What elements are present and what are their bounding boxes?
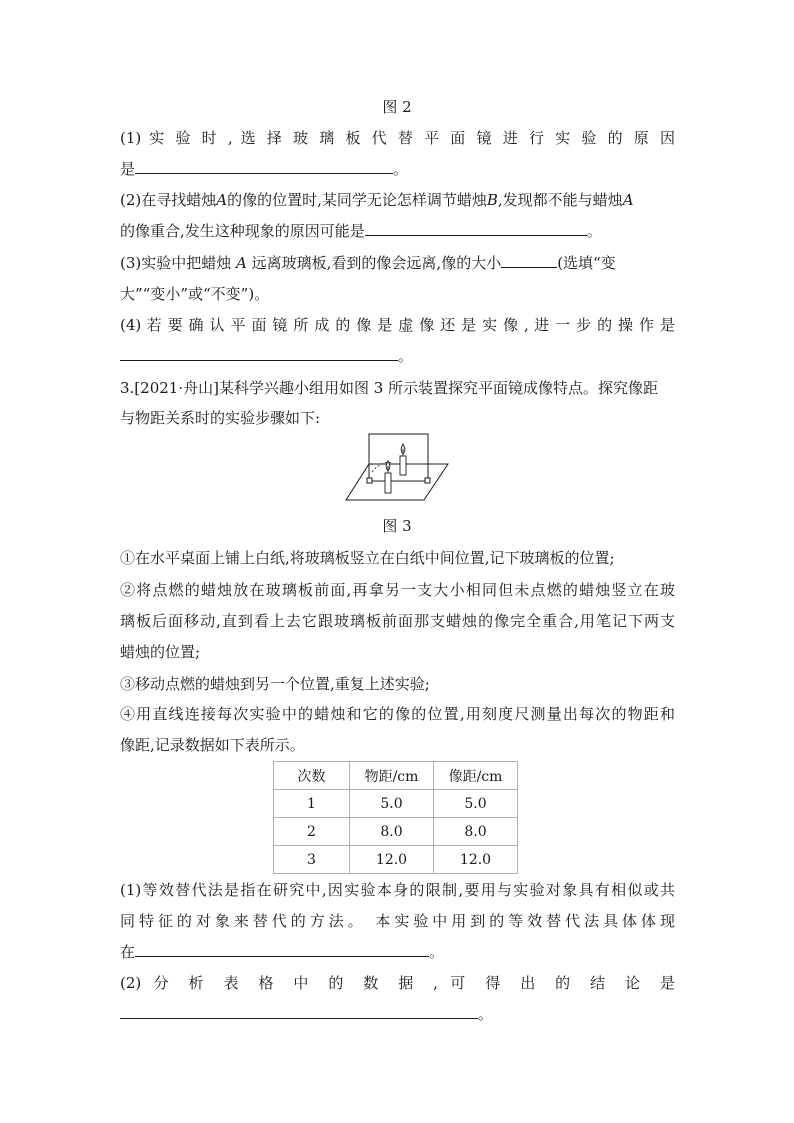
q2-part4-end: 。: [398, 347, 414, 365]
q2-part1-answer-blank[interactable]: [135, 159, 393, 174]
q2-part4-answer-blank[interactable]: [120, 346, 398, 361]
q2-part1-line1: (1) 实 验 时 , 选 择 玻 璃 板 代 替 平 面 镜 进 行 实 验 的 原 因: [120, 129, 675, 147]
q3-part2-answer-blank[interactable]: [120, 1004, 478, 1019]
table-header-cell: 次数: [274, 762, 350, 790]
q2-part4-line1: (4) 若 要 确 认 平 面 镜 所 成 的 像 是 虚 像 还 是 实 像 , 进 一 步 的 操 作 是: [120, 316, 675, 334]
q3-part2-line1: (2) 分 析 表 格 中 的 数 据 , 可 得 出 的 结 论 是: [120, 974, 675, 992]
table-header-cell: 像距/cm: [434, 762, 518, 790]
table-cell: 3: [274, 846, 350, 874]
q3-part1-end: 。: [429, 943, 445, 961]
q3-part1-answer-blank[interactable]: [135, 942, 429, 957]
table-cell: 2: [274, 818, 350, 846]
q2-part2-line2: [120, 221, 675, 241]
table-cell: 5.0: [350, 790, 434, 818]
q2-part2-text-a: (2)在寻找蜡烛: [120, 191, 217, 209]
q2-part3-answer-blank[interactable]: [501, 253, 557, 268]
figure-3-caption: 图 3: [382, 517, 412, 535]
q3-part2-line2: [120, 1004, 675, 1024]
image-candle: [400, 444, 406, 475]
q2-part3-line2: 大”“变小”或“不变”)。: [120, 285, 270, 303]
q2-part2-end: 。: [586, 222, 602, 240]
q2-part4-line2: [120, 346, 675, 366]
candle-a-label: A: [622, 191, 634, 209]
candle-a-label: A: [236, 254, 247, 272]
q2-part3-line1: [120, 253, 675, 273]
q2-part1-line2: [120, 159, 675, 179]
measurement-table: [273, 761, 518, 874]
table-row: [274, 846, 518, 874]
table-cell: 5.0: [434, 790, 518, 818]
right-clip: [425, 478, 430, 483]
figure-3-apparatus-diagram: [342, 432, 454, 504]
table-header-cell: 物距/cm: [350, 762, 434, 790]
q2-part2-line1: [120, 190, 675, 210]
table-row: [274, 818, 518, 846]
left-clip: [367, 478, 372, 483]
q2-part2-text-c: ,发现都不能与蜡烛: [497, 191, 623, 209]
q2-part3-text-c: (选填“变: [557, 254, 616, 272]
q3-step2-line3: 蜡烛的位置;: [120, 643, 201, 661]
q2-part1-end: 。: [393, 160, 409, 178]
q3-part1-prefix: 在: [120, 943, 136, 961]
q3-step4-line2: 像距,记录数据如下表所示。: [120, 736, 305, 754]
q2-part3-text-a: (3)实验中把蜡烛: [120, 254, 232, 272]
q3-part2-end: 。: [478, 1005, 494, 1023]
q2-part1-prefix: 是: [120, 160, 136, 178]
q3-intro-line2: 与物距关系时的实验步骤如下:: [120, 409, 321, 427]
paper-sheet: [346, 464, 448, 500]
glass-plate: [369, 434, 428, 481]
table-cell: 8.0: [350, 818, 434, 846]
q3-step2-line2: 璃板后面移动,直到看上去它跟玻璃板前面那支蜡烛的像完全重合,用笔记下两支: [120, 612, 675, 630]
q2-part2-text-b: 的像的位置时,某同学无论怎样调节蜡烛: [227, 191, 487, 209]
q3-step3: ③移动点燃的蜡烛到另一个位置,重复上述实验;: [120, 675, 430, 693]
q3-step2-line1: ②将点燃的蜡烛放在玻璃板前面,再拿另一支大小相同但未点燃的蜡烛竖立在玻: [120, 581, 675, 599]
q2-part3-text-b: 远离玻璃板,看到的像会远离,像的大小: [251, 254, 502, 272]
figure-2-caption: 图 2: [382, 98, 412, 116]
q3-part1-line1: (1)等效替代法是指在研究中,因实验本身的限制,要用与实验对象具有相似或共: [120, 881, 675, 899]
table-cell: 8.0: [434, 818, 518, 846]
q3-part1-line3: [120, 942, 675, 962]
table-cell: 12.0: [350, 846, 434, 874]
table-header-row: [274, 762, 518, 790]
q3-intro-line1: 3.[2021·舟山]某科学兴趣小组用如图 3 所示装置探究平面镜成像特点。探究像距: [120, 379, 659, 397]
table-cell: 12.0: [434, 846, 518, 874]
table-row: [274, 790, 518, 818]
q2-part2-text-d: 的像重合,发生这种现象的原因可能是: [120, 222, 365, 240]
q3-part1-line2: 同特征的对象来替代的方法。 本实验中用到的等效替代法具体体现: [120, 912, 675, 930]
lit-candle: [385, 461, 391, 493]
candle-a-label: A: [216, 191, 228, 209]
q2-part2-answer-blank[interactable]: [365, 221, 587, 236]
candle-b-label: B: [486, 191, 498, 209]
q3-step1: ①在水平桌面上铺上白纸,将玻璃板竖立在白纸中间位置,记下玻璃板的位置;: [120, 549, 615, 567]
table-cell: 1: [274, 790, 350, 818]
q3-step4-line1: ④用直线连接每次实验中的蜡烛和它的像的位置,用刻度尺测量出每次的物距和: [120, 705, 675, 723]
